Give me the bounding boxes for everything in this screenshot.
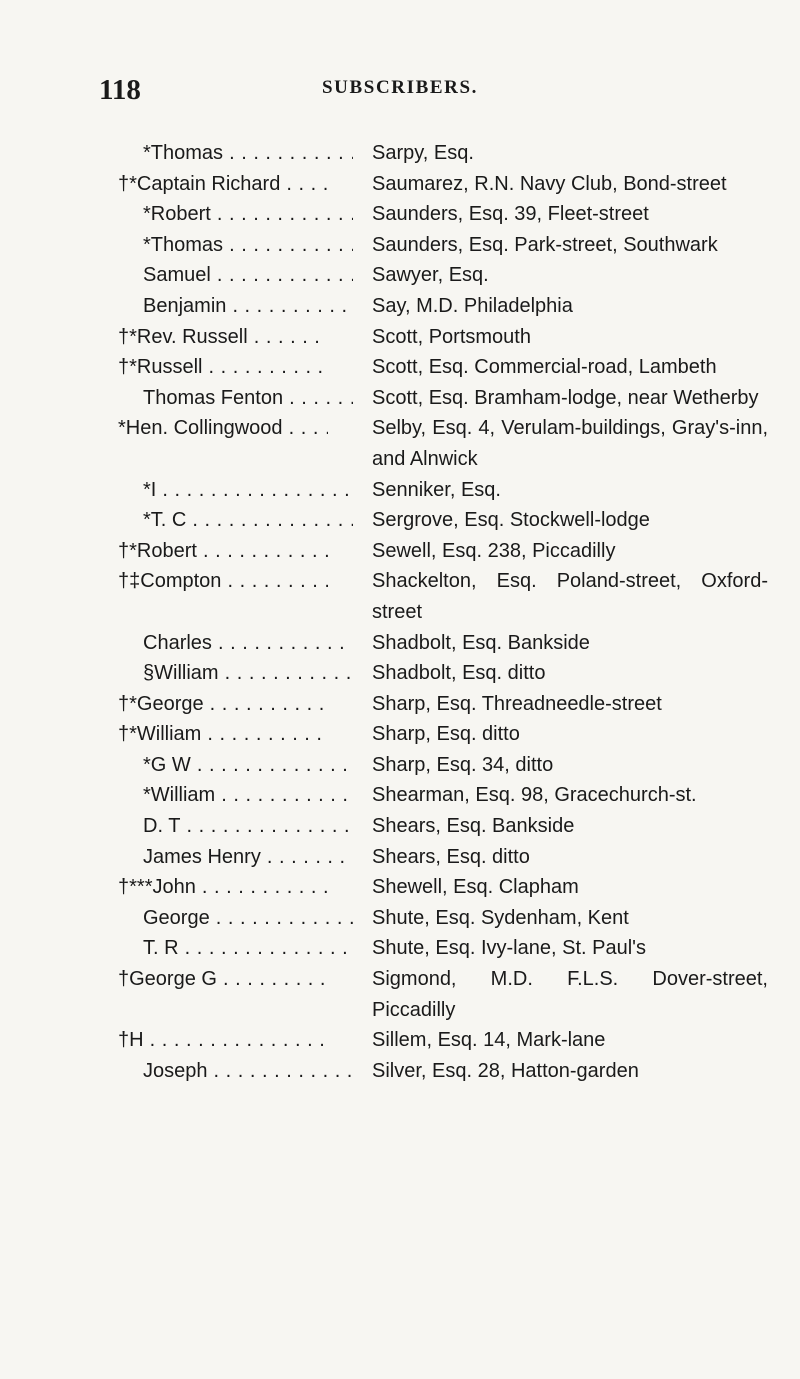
surname-address: Shackelton, Esq. Poland-street, Oxford-street — [372, 570, 768, 623]
given-name: James Henry . . . — [143, 842, 353, 873]
given-name: §William . . . — [143, 658, 353, 689]
given-name: †*Robert . . . — [118, 536, 328, 567]
subscriber-entry — [0, 689, 800, 720]
surname-address: Sewell, Esq. 238, Piccadilly — [372, 539, 616, 562]
given-name: *Robert . . . — [143, 199, 353, 230]
given-name: *Thomas . . . — [143, 138, 353, 169]
given-name: †*George . . . — [118, 689, 328, 720]
given-name: Charles . . . — [143, 628, 353, 659]
surname-address: Shears, Esq. ditto — [372, 845, 530, 868]
given-name: Joseph . . . — [143, 1056, 353, 1087]
given-name: *William . . . — [143, 780, 353, 811]
given-name: *I . . . — [143, 475, 353, 506]
subscriber-entry — [0, 536, 800, 567]
page-header — [0, 74, 800, 114]
surname-address: Sharp, Esq. ditto — [372, 723, 520, 746]
surname-address: Scott, Esq. Commercial-road, Lambeth — [372, 356, 717, 379]
surname-address: Sharp, Esq. Threadneedle-street — [372, 692, 662, 715]
subscriber-entry — [0, 903, 800, 934]
given-name: †‡Compton . . . — [118, 566, 328, 597]
surname-address: Sharp, Esq. 34, ditto — [372, 753, 554, 776]
subscriber-entry — [0, 322, 800, 353]
subscriber-entry — [0, 658, 800, 689]
subscriber-entry — [0, 1056, 800, 1087]
surname-address: Saunders, Esq. 39, Fleet-street — [372, 203, 649, 226]
given-name: *Hen. Collingwood . . . — [118, 413, 328, 444]
surname-address: Shadbolt, Esq. ditto — [372, 662, 546, 685]
surname-address: Sergrove, Esq. Stockwell-lodge — [372, 509, 650, 532]
surname-address: Shute, Esq. Sydenham, Kent — [372, 906, 629, 929]
surname-address: Shears, Esq. Bankside — [372, 815, 575, 838]
given-name: †*Captain Richard . . . — [118, 169, 328, 200]
subscriber-entry — [0, 750, 800, 781]
given-name: †George G . . . — [118, 964, 328, 995]
subscriber-list — [0, 138, 800, 1086]
subscriber-entry — [0, 230, 800, 261]
surname-address: Sigmond, M.D. F.L.S. Dover-street, Piccadilly — [372, 968, 768, 1021]
surname-address: Saumarez, R.N. Navy Club, Bond-street — [372, 172, 727, 195]
given-name: T. R . . . — [143, 933, 353, 964]
subscriber-entry — [0, 413, 800, 474]
subscriber-entry — [0, 260, 800, 291]
subscriber-entry — [0, 872, 800, 903]
given-name: †*Russell . . . — [118, 352, 328, 383]
given-name: †*William . . . — [118, 719, 328, 750]
surname-address: Shadbolt, Esq. Bankside — [372, 631, 590, 654]
surname-address: Selby, Esq. 4, Verulam-buildings, Gray's-inn, and Alnwick — [372, 417, 768, 470]
surname-address: Scott, Esq. Bramham-lodge, near Wetherby — [372, 386, 759, 409]
subscriber-entry — [0, 383, 800, 414]
surname-address: Scott, Portsmouth — [372, 325, 531, 348]
subscriber-entry — [0, 842, 800, 873]
subscriber-entry — [0, 505, 800, 536]
running-head: SUBSCRIBERS. — [322, 77, 478, 98]
given-name: *Thomas . . . — [143, 230, 353, 261]
surname-address: Shearman, Esq. 98, Gracechurch-st. — [372, 784, 697, 807]
surname-address: Shute, Esq. Ivy-lane, St. Paul's — [372, 937, 646, 960]
given-name: George . . . — [143, 903, 353, 934]
subscriber-entry — [0, 964, 800, 1025]
surname-address: Sillem, Esq. 14, Mark-lane — [372, 1029, 606, 1052]
given-name: †*Rev. Russell . . . — [118, 322, 328, 353]
surname-address: Saunders, Esq. Park-street, Southwark — [372, 233, 718, 256]
surname-address: Sawyer, Esq. — [372, 264, 489, 287]
subscriber-entry — [0, 169, 800, 200]
subscriber-entry — [0, 719, 800, 750]
subscriber-entry — [0, 199, 800, 230]
subscriber-entry — [0, 352, 800, 383]
surname-address: Shewell, Esq. Clapham — [372, 876, 579, 899]
given-name: †***John . . . — [118, 872, 328, 903]
subscriber-entry — [0, 291, 800, 322]
subscriber-entry — [0, 1025, 800, 1056]
subscriber-entry — [0, 566, 800, 627]
subscriber-entry — [0, 475, 800, 506]
surname-address: Say, M.D. Philadelphia — [372, 294, 573, 317]
given-name: Benjamin . . . — [143, 291, 353, 322]
surname-address: Silver, Esq. 28, Hatton-garden — [372, 1059, 639, 1082]
subscriber-entry — [0, 780, 800, 811]
given-name: Samuel . . . — [143, 260, 353, 291]
page-number: 118 — [99, 74, 141, 106]
subscriber-entry — [0, 811, 800, 842]
given-name: *G W . . . — [143, 750, 353, 781]
surname-address: Sarpy, Esq. — [372, 142, 474, 164]
given-name: D. T . . . — [143, 811, 353, 842]
given-name: Thomas Fenton . . . — [143, 383, 353, 414]
given-name: *T. C . . . — [143, 505, 353, 536]
subscriber-entry — [0, 138, 800, 169]
subscriber-entry — [0, 628, 800, 659]
subscriber-entry — [0, 933, 800, 964]
given-name: †H . . . — [118, 1025, 328, 1056]
surname-address: Senniker, Esq. — [372, 478, 501, 501]
